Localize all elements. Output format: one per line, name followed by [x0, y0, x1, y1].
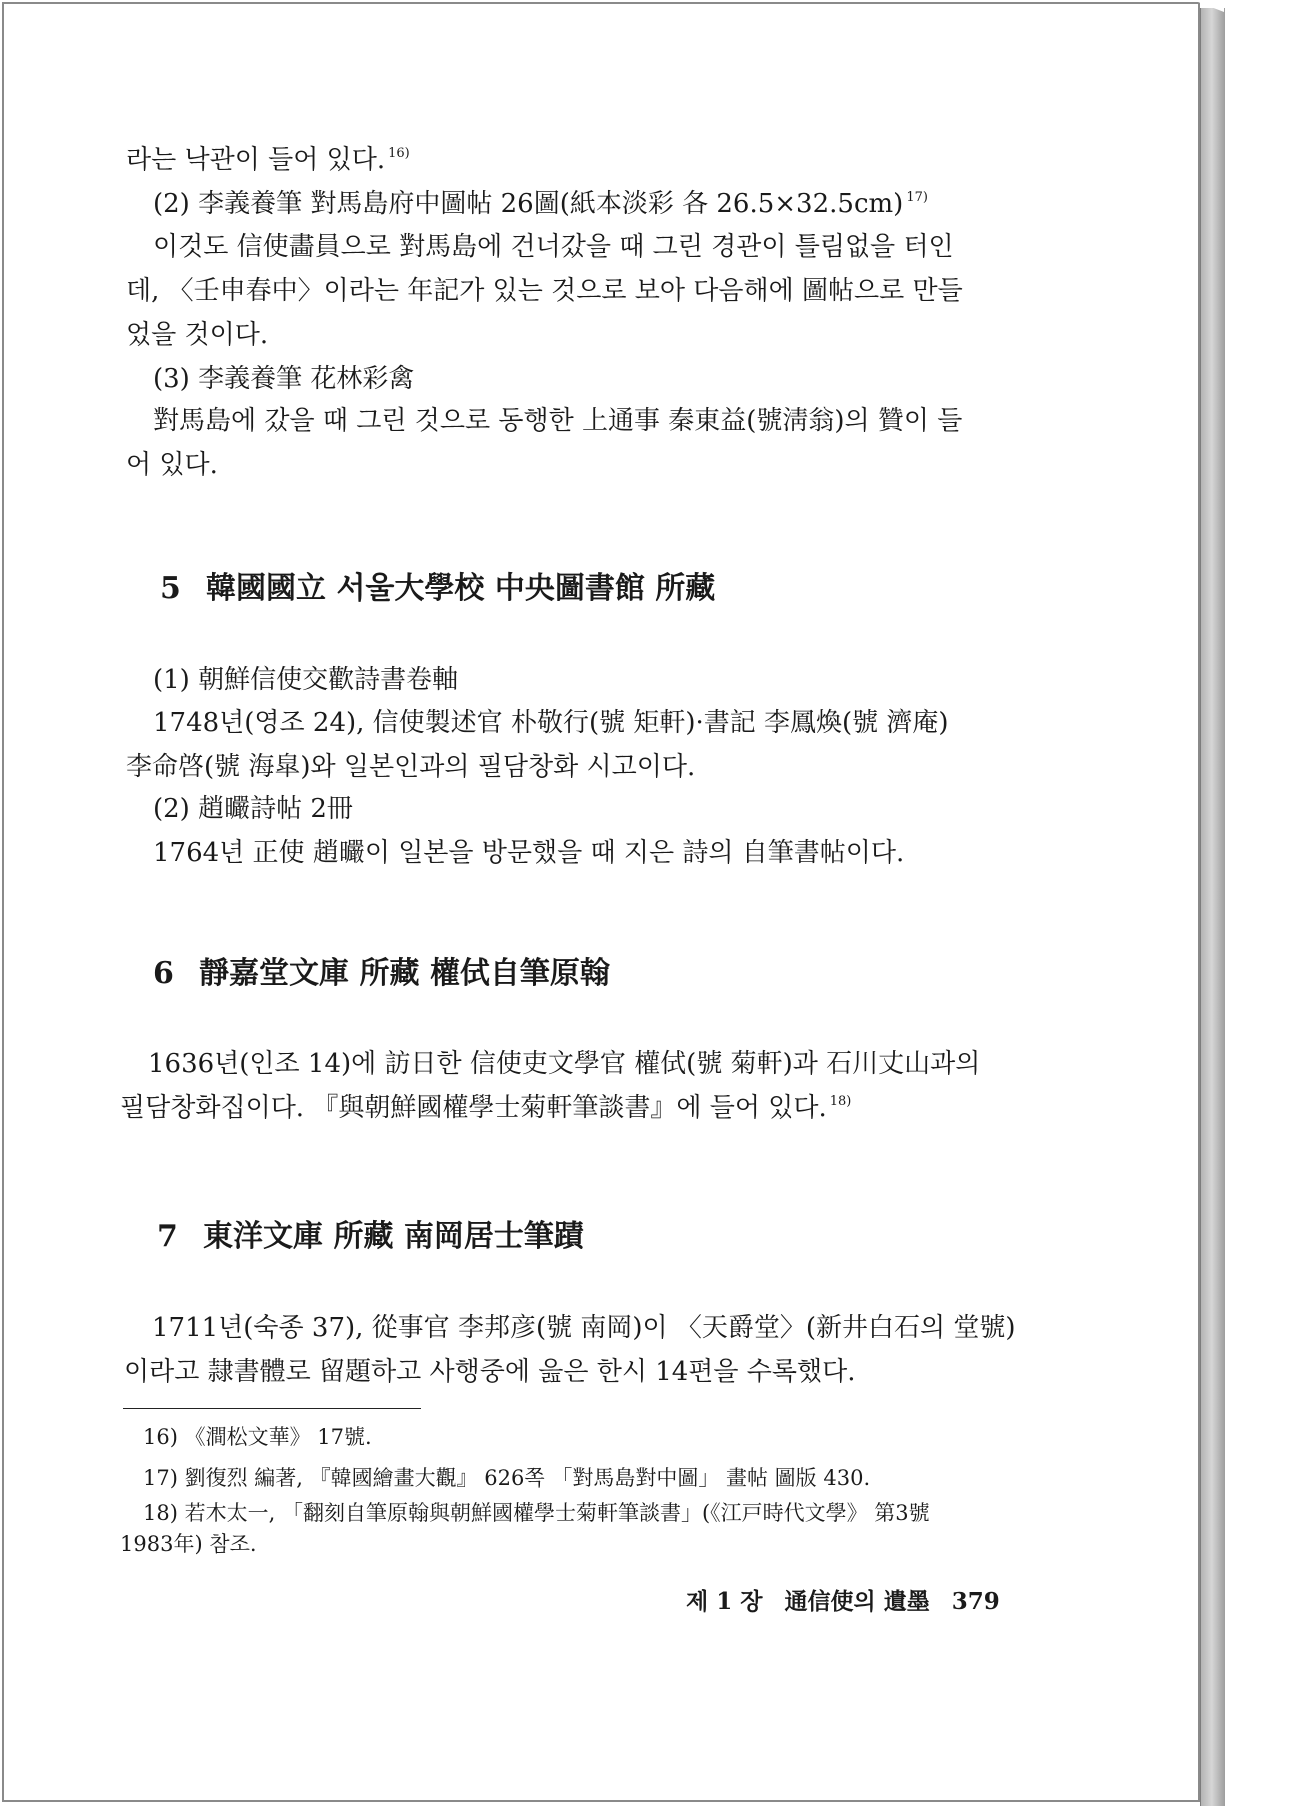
- text-line: 라는 낙관이 들어 있다. $^{16)}$: [126, 145, 410, 175]
- section-number: 5: [160, 571, 181, 606]
- text-line: 이것도 信使畵員으로 對馬島에 건너갔을 때 그린 경관이 틀림없을 터인: [153, 232, 954, 262]
- text-line: 1711년(숙종 37), 從事官 李邦彦(號 南岡)이 〈天爵堂〉(新井白石의 堂號): [152, 1313, 1016, 1343]
- footer-chapter: 제 1 장: [686, 1588, 763, 1615]
- section-heading: [153, 957, 610, 991]
- item-title: (2) 趙曮詩帖 2冊: [153, 794, 353, 824]
- text-line: 對馬島에 갔을 때 그린 것으로 동행한 上通事 秦東益(號淸翁)의 贊이 들: [153, 406, 963, 436]
- text-line: 1636년(인조 14)에 訪日한 信使吏文學官 權侙(號 菊軒)과 石川丈山과의: [148, 1049, 981, 1079]
- page-stack-edge: [1200, 8, 1225, 1806]
- text-line: 었을 것이다.: [126, 320, 269, 350]
- section-title: 東洋文庫 所藏 南岡居士筆蹟: [203, 1219, 584, 1254]
- page-edge-corner: [1198, 2, 1224, 12]
- section-number: 7: [157, 1219, 178, 1254]
- footnote-ref: 16): [388, 146, 410, 161]
- footnote: 17) 劉復烈 編著, 『韓國繪畫大觀』 626쪽 「對馬島對中圖」 畫帖 圖版 430.: [143, 1466, 871, 1490]
- text-line: 李命啓(號 海皐)와 일본인과의 필담창화 시고이다.: [126, 752, 696, 782]
- footnote: 18) 若木太一, 「翻刻自筆原翰與朝鮮國權學士菊軒筆談書」(《江戸時代文學》 第3號: [143, 1501, 930, 1525]
- item-title: (2) 李義養筆 對馬島府中圖帖 26圖(紙本淡彩 各 26.5×32.5cm) $^{17)}$: [153, 189, 928, 219]
- section-title: 靜嘉堂文庫 所藏 權侙自筆原翰: [199, 956, 610, 991]
- section-heading: [160, 572, 715, 606]
- footer-title: 通信使의 遺墨: [784, 1588, 930, 1615]
- item-title: (3) 李義養筆 花林彩禽: [153, 364, 415, 394]
- footnote-ref: 17): [906, 190, 928, 205]
- text-line: 필담창화집이다. 『與朝鮮國權學士菊軒筆談書』에 들어 있다. $^{18)}$: [120, 1093, 852, 1123]
- running-footer: [686, 1588, 1014, 1616]
- text-line: 1764년 正使 趙曮이 일본을 방문했을 때 지은 詩의 自筆書帖이다.: [153, 838, 905, 868]
- section-title: 韓國國立 서울大學校 中央圖書館 所藏: [206, 571, 716, 606]
- footnote: 16) 《澗松文華》 17號.: [143, 1425, 372, 1449]
- section-heading: [157, 1220, 584, 1254]
- item-title: (1) 朝鮮信使交歡詩書卷軸: [153, 665, 459, 695]
- text-line: 데, 〈壬申春中〉이라는 年記가 있는 것으로 보아 다음해에 圖帖으로 만들: [126, 276, 963, 306]
- footnote-divider: [123, 1408, 421, 1409]
- section-number: 6: [153, 956, 174, 991]
- text-line: 1748년(영조 24), 信使製述官 朴敬行(號 矩軒)·書記 李鳳煥(號 濟庵): [153, 708, 949, 738]
- text-line: 이라고 隷書體로 留題하고 사행중에 읊은 한시 14편을 수록했다.: [124, 1357, 856, 1387]
- footnote-ref: 18): [829, 1094, 852, 1109]
- footnote: 1983年) 참조.: [120, 1532, 257, 1556]
- text-line: 어 있다.: [126, 450, 218, 480]
- page-number: 379: [951, 1588, 1000, 1615]
